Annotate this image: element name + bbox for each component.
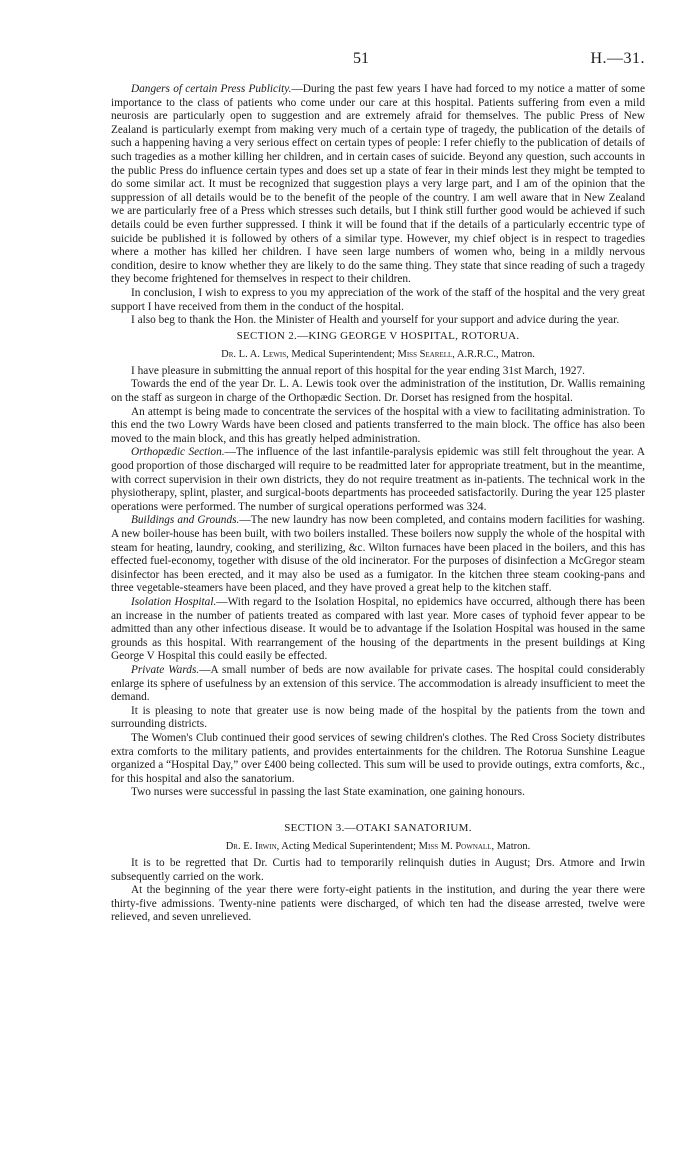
paragraph-isolation (111, 596, 645, 664)
page-number: 51 (353, 50, 369, 67)
section-2-officers (111, 348, 645, 362)
paragraph-womens-club: The Women's Club continued their good services of sewing children's clothes. The Red Cross Society distributes extra comforts to the military patients, and provides entertainments for the children. The Rotorua Sunshine League organized a “Hospital Day,” over £400 being collected. This sum will be used to provide outings, extra comforts, &c., for this hospital and also the sanatorium. (111, 731, 645, 785)
paragraph-concentration: An attempt is being made to concentrate the services of the hospital with a view to facilitating administration. To this end the two Lowry Wards have been closed and patients transferred to the main block. The office has also been moved to the main block, and this has greatly helped administration. (111, 405, 645, 445)
officer-name: Miss Searell (397, 349, 453, 361)
page-header (0, 50, 700, 72)
officer-name: Miss M. Pownall (418, 841, 492, 853)
paragraph-heading: Dangers of certain Press Publicity. (131, 83, 292, 95)
document-reference: H.—31. (590, 50, 645, 67)
officer-role: , Medical Superintendent; (286, 349, 398, 361)
officer-role: , Matron. (491, 841, 531, 853)
paragraph-press-publicity (111, 83, 645, 287)
document-body (111, 83, 645, 925)
paragraph-text: —The new laundry has now been completed, and contains modern facilities for washing. A new boiler-house has been built, with two boilers installed. These boilers now supply the whole of the hospital with steam for heating, laundry, cooking, and sterilizing, &c. Wilton furnaces have been placed in the boilers, and this has effected fuel-economy, together with disuse of the old incinerator. For the purposes of disinfection a McGregor steam disinfector has been erected, and it may also be used as a fumigator. In the kitchen three steam cooking-pans and three vegetable-steamers have been placed, and they have proved a great help to the kitchen staff. (111, 514, 645, 595)
paragraph-nurses: Two nurses were successful in passing the last State examination, one gaining honours. (131, 786, 525, 799)
paragraph-thanks: I also beg to thank the Hon. the Minister of Health and yourself for your support and advice during the year. (131, 314, 620, 327)
officer-name: Dr. E. Irwin (225, 841, 277, 853)
paragraph-heading: Isolation Hospital. (131, 595, 217, 608)
paragraph-buildings (111, 514, 645, 596)
section-spacer (111, 800, 645, 820)
paragraph-heading: Orthopædic Section. (131, 446, 225, 459)
paragraph-heading: Private Wards. (131, 663, 200, 676)
paragraph-text: —With regard to the Isolation Hospital, no epidemics have occurred, although there has been an increase in the number of patients treated as compared with last year. More cases of typhoid fever appear to be admitted than any other infectious disease. It would be to advantage if the Isolation Hospital was housed in the same grounds as this hospital. With rearrangement of the housing of the departments in the present buildings at King George V Hospital this could easily be effected. (111, 595, 645, 663)
paragraph-text: —The influence of the last infantile-paralysis epidemic was still felt throughout the year. A good proportion of those discharged will require to be readmitted later for appropriate treatment, but in the meantime, with correct supervision in their own districts, they do not require treatment as in-patients. The technical work in the physiotherapy, splint, plaster, and surgical-boots departments has proceeded satisfactorily. During the year 125 plaster operations were performed. The number of surgical operations performed was 324. (111, 446, 646, 513)
paragraph-heading: Buildings and Grounds. (131, 514, 240, 527)
paragraph-usage: It is pleasing to note that greater use is now being made of the hospital by the patients from the town and surrounding districts. (111, 704, 645, 731)
paragraph-text: —A small number of beds are now available for private cases. The hospital could considerably enlarge its sphere of usefulness by an extension of this service. The accommodation is already insufficient to meet the demand. (111, 663, 645, 704)
paragraph-admissions: At the beginning of the year there were forty-eight patients in the institution, and during the year there were thirty-five admissions. Twenty-nine patients were discharged, of which ten had the disease arrested, twelve were relieved, and seven unrelieved. (111, 884, 645, 924)
section-3-officers (111, 840, 645, 854)
section-3-title: SECTION 3.—OTAKI SANATORIUM. (284, 821, 472, 834)
paragraph-administration: Towards the end of the year Dr. L. A. Lewis took over the administration of the institution, Dr. Wallis remaining on the staff as surgeon in charge of the Orthopædic Section. Dr. Dorset has resigned from the hospital. (111, 378, 645, 405)
paragraph-conclusion: In conclusion, I wish to express to you my appreciation of the work of the staff of the hospital and the very great support I have received from them in the conduct of the hospital. (111, 286, 645, 313)
paragraph-annual-report: I have pleasure in submitting the annual report of this hospital for the year ending 31st March, 1927. (131, 364, 585, 377)
section-2-title: SECTION 2.—KING GEORGE V HOSPITAL, ROTORUA. (236, 329, 520, 342)
paragraph-text: —During the past few years I have had forced to my notice a matter of some importance to the class of patients who come under our care at this hospital. Patients suffering from even a mild neurosis are particularly open to suggestion and are extremely afraid for themselves. The public Press of New Zealand is particularly exempt from making very much of a certain type of tragedy, the publication of the details of such a happening having a very serious effect on certain types of people: I refer chiefly to the publication of details of such tragedies as a mother killing her children, and in certain cases of suicide. Beyond any question, such accounts in the public Press do influence certain types and does set up a state of fear in their minds lest they might be tempted to do some similar act. It must be recognized that suggestion plays a very large part, and I am of the opinion that the suppression of all details would be to the benefit of the people of the country. I am well aware that in New Zealand we are particularly free of a Press which stresses such details, but I think still further good would be achieved if such details could be even further suppressed. I think it will be found that if the details of a particularly eccentric type of suicide be published it is followed by others of a similar type. However, my chief object is in respect to tragedies where a mother has killed her children. I have seen large numbers of women who, being in a mildly nervous condition, desire to know whether they are likely to do the same thing. They state that since reading of such a tragedy they become frightened for themselves in respect to their children. (111, 83, 645, 286)
paragraph-private-wards (111, 664, 645, 705)
paragraph-orthopaedic (111, 446, 645, 514)
officer-role: , Acting Medical Superintendent; (276, 841, 419, 853)
officer-role: , A.R.R.C., Matron. (452, 349, 535, 361)
paragraph-curtis: It is to be regretted that Dr. Curtis had to temporarily relinquish duties in August; Drs. Atmore and Irwin subsequently carried on the work. (111, 857, 645, 883)
officer-name: Dr. L. A. Lewis (221, 349, 287, 361)
